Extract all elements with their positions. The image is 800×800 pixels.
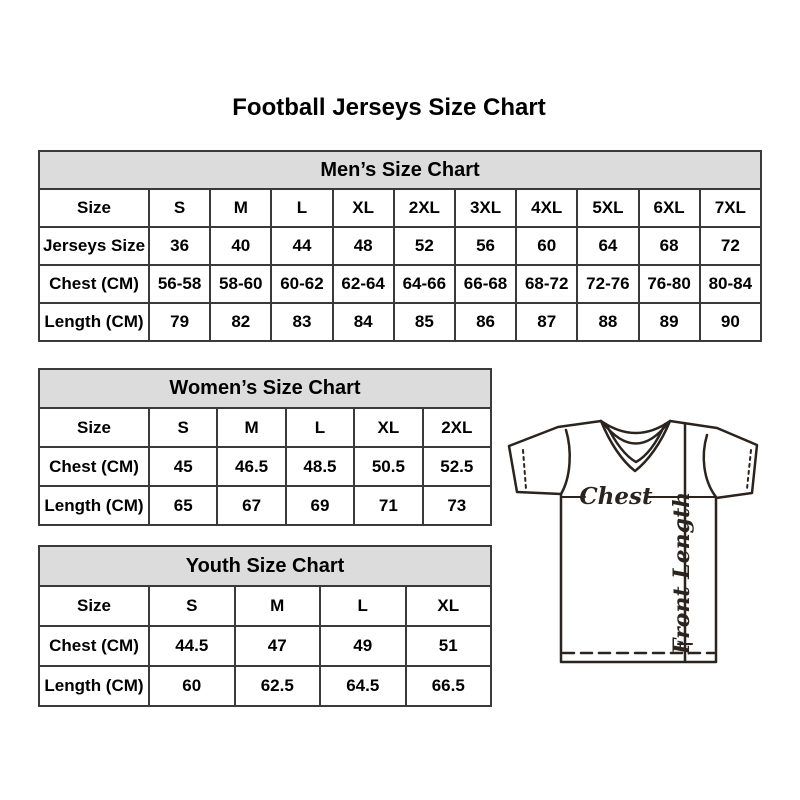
table-row xyxy=(39,265,761,303)
value-cell: 58-60 xyxy=(210,265,271,303)
value-cell: 47 xyxy=(235,626,321,666)
row-header-cell: Jerseys Size xyxy=(39,227,149,265)
jersey-outline xyxy=(509,421,757,662)
table-title: Women’s Size Chart xyxy=(39,369,491,408)
row-header-cell: Length (CM) xyxy=(39,486,149,525)
value-cell: 73 xyxy=(423,486,491,525)
row-header-cell: Chest (CM) xyxy=(39,626,149,666)
value-cell: 90 xyxy=(700,303,761,341)
chest-label: Chest xyxy=(579,483,653,510)
table-title-row xyxy=(39,546,491,586)
row-header-cell: Length (CM) xyxy=(39,666,149,706)
value-cell: 72 xyxy=(700,227,761,265)
jersey-measurement-diagram xyxy=(495,408,770,672)
value-cell: S xyxy=(149,586,235,626)
value-cell: 71 xyxy=(354,486,422,525)
youth-size-table xyxy=(38,545,492,707)
table-row xyxy=(39,666,491,706)
row-header-cell: Length (CM) xyxy=(39,303,149,341)
row-header-cell: Chest (CM) xyxy=(39,447,149,486)
value-cell: 82 xyxy=(210,303,271,341)
value-cell: L xyxy=(271,189,332,227)
womens-size-table xyxy=(38,368,492,526)
value-cell: 68-72 xyxy=(516,265,577,303)
front-length-label: Front Length xyxy=(669,491,695,655)
value-cell: 69 xyxy=(286,486,354,525)
value-cell: 48.5 xyxy=(286,447,354,486)
value-cell: 76-80 xyxy=(639,265,700,303)
value-cell: XL xyxy=(333,189,394,227)
value-cell: 83 xyxy=(271,303,332,341)
value-cell: 45 xyxy=(149,447,217,486)
table-row xyxy=(39,227,761,265)
value-cell: 65 xyxy=(149,486,217,525)
value-cell: XL xyxy=(354,408,422,447)
value-cell: 84 xyxy=(333,303,394,341)
value-cell: 49 xyxy=(320,626,406,666)
value-cell: 48 xyxy=(333,227,394,265)
value-cell: 64-66 xyxy=(394,265,455,303)
value-cell: 4XL xyxy=(516,189,577,227)
mens-size-table xyxy=(38,150,762,342)
value-cell: 86 xyxy=(455,303,516,341)
value-cell: 62.5 xyxy=(235,666,321,706)
value-cell: 2XL xyxy=(423,408,491,447)
table-title-row xyxy=(39,151,761,189)
value-cell: 36 xyxy=(149,227,210,265)
value-cell: 66.5 xyxy=(406,666,492,706)
value-cell: 60 xyxy=(149,666,235,706)
table-row xyxy=(39,447,491,486)
row-header-cell: Size xyxy=(39,189,149,227)
value-cell: 72-76 xyxy=(577,265,638,303)
value-cell: XL xyxy=(406,586,492,626)
value-cell: 50.5 xyxy=(354,447,422,486)
table-title: Men’s Size Chart xyxy=(39,151,761,189)
value-cell: 44 xyxy=(271,227,332,265)
table-row xyxy=(39,486,491,525)
value-cell: 60 xyxy=(516,227,577,265)
value-cell: 62-64 xyxy=(333,265,394,303)
value-cell: 64.5 xyxy=(320,666,406,706)
row-header-cell: Size xyxy=(39,586,149,626)
value-cell: 68 xyxy=(639,227,700,265)
value-cell: 51 xyxy=(406,626,492,666)
value-cell: 7XL xyxy=(700,189,761,227)
value-cell: S xyxy=(149,189,210,227)
value-cell: M xyxy=(235,586,321,626)
value-cell: 46.5 xyxy=(217,447,285,486)
row-header-cell: Chest (CM) xyxy=(39,265,149,303)
table-row xyxy=(39,586,491,626)
value-cell: 66-68 xyxy=(455,265,516,303)
value-cell: 64 xyxy=(577,227,638,265)
table-title-row xyxy=(39,369,491,408)
value-cell: 52.5 xyxy=(423,447,491,486)
value-cell: 56-58 xyxy=(149,265,210,303)
value-cell: 87 xyxy=(516,303,577,341)
value-cell: 44.5 xyxy=(149,626,235,666)
value-cell: 89 xyxy=(639,303,700,341)
value-cell: M xyxy=(217,408,285,447)
value-cell: L xyxy=(286,408,354,447)
value-cell: 85 xyxy=(394,303,455,341)
value-cell: S xyxy=(149,408,217,447)
value-cell: 67 xyxy=(217,486,285,525)
value-cell: 79 xyxy=(149,303,210,341)
value-cell: L xyxy=(320,586,406,626)
value-cell: 56 xyxy=(455,227,516,265)
value-cell: 88 xyxy=(577,303,638,341)
value-cell: 60-62 xyxy=(271,265,332,303)
page-title: Football Jerseys Size Chart xyxy=(232,94,546,121)
table-row xyxy=(39,303,761,341)
table-row xyxy=(39,408,491,447)
value-cell: 3XL xyxy=(455,189,516,227)
row-header-cell: Size xyxy=(39,408,149,447)
value-cell: 80-84 xyxy=(700,265,761,303)
value-cell: 6XL xyxy=(639,189,700,227)
value-cell: 2XL xyxy=(394,189,455,227)
table-row xyxy=(39,189,761,227)
table-row xyxy=(39,626,491,666)
value-cell: 40 xyxy=(210,227,271,265)
value-cell: 5XL xyxy=(577,189,638,227)
value-cell: 52 xyxy=(394,227,455,265)
table-title: Youth Size Chart xyxy=(39,546,491,586)
value-cell: M xyxy=(210,189,271,227)
